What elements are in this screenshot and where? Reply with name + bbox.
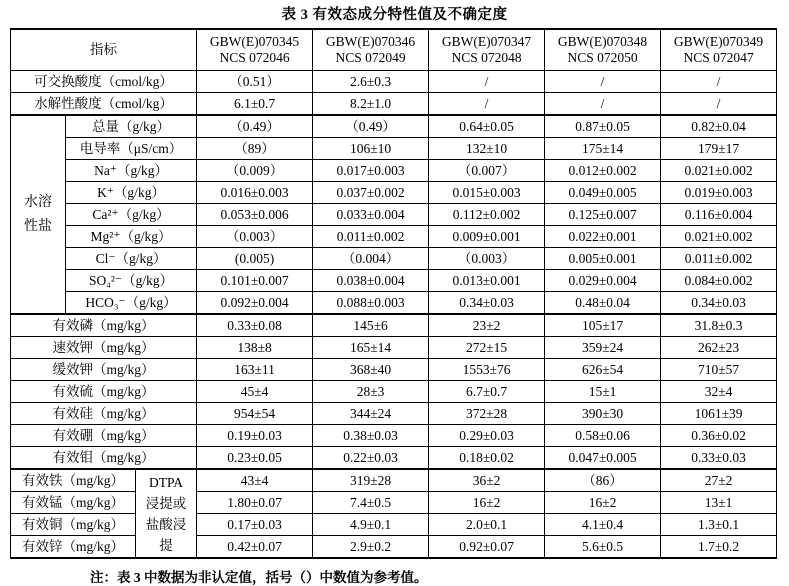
value-cell: 359±24: [545, 337, 661, 359]
value-cell: 0.015±0.003: [429, 182, 545, 204]
value-cell: （0.51）: [197, 71, 313, 93]
value-cell: 0.084±0.002: [661, 270, 777, 292]
gbw-code: GBW(E)070347: [441, 34, 532, 50]
value-cell: 0.34±0.03: [429, 292, 545, 315]
value-cell: 105±17: [545, 314, 661, 337]
table-row: [11, 248, 777, 270]
value-cell: 0.016±0.003: [197, 182, 313, 204]
value-cell: 7.4±0.5: [313, 492, 429, 514]
column-header-sample-4: [545, 29, 661, 71]
table-title: 表 3 有效态成分特性值及不确定度: [281, 7, 508, 23]
value-cell: 626±54: [545, 359, 661, 381]
table-row: [11, 403, 777, 425]
indicator-label: 有效硼（mg/kg）: [11, 425, 197, 447]
indicator-label: 有效磷（mg/kg）: [11, 314, 197, 337]
value-cell: /: [661, 71, 777, 93]
value-cell: 344±24: [313, 403, 429, 425]
value-cell: 319±28: [313, 469, 429, 492]
value-cell: 36±2: [429, 469, 545, 492]
indicator-label: 可交换酸度（cmol/kg）: [11, 71, 197, 93]
water-soluble-salt-group-label: 水溶性盐: [11, 115, 66, 314]
value-cell: 0.42±0.07: [197, 536, 313, 559]
value-cell: 1061±39: [661, 403, 777, 425]
value-cell: 27±2: [661, 469, 777, 492]
value-cell: 0.18±0.02: [429, 447, 545, 470]
value-cell: 16±2: [429, 492, 545, 514]
value-cell: 0.48±0.04: [545, 292, 661, 315]
value-cell: 0.101±0.007: [197, 270, 313, 292]
value-cell: 0.033±0.004: [313, 204, 429, 226]
indicator-label: 缓效钾（mg/kg）: [11, 359, 197, 381]
table-row: [11, 447, 777, 470]
table-row: [11, 270, 777, 292]
value-cell: （86）: [545, 469, 661, 492]
value-cell: 272±15: [429, 337, 545, 359]
data-table: [10, 28, 777, 559]
indicator-label: 有效钼（mg/kg）: [11, 447, 197, 470]
value-cell: /: [545, 93, 661, 116]
ncs-code: NCS 072047: [683, 50, 754, 65]
indicator-label: Cl⁻（g/kg）: [66, 248, 197, 270]
indicator-label: Mg²⁺（g/kg）: [66, 226, 197, 248]
table-row: [11, 381, 777, 403]
value-cell: 1553±76: [429, 359, 545, 381]
table-row: [11, 492, 777, 514]
value-cell: 0.012±0.002: [545, 160, 661, 182]
value-cell: 4.1±0.4: [545, 514, 661, 536]
value-cell: （0.49）: [313, 115, 429, 138]
gbw-code: GBW(E)070348: [557, 34, 648, 50]
extraction-method-group-label: DTPA浸提或盐酸浸提: [136, 469, 197, 558]
value-cell: 368±40: [313, 359, 429, 381]
gbw-code: GBW(E)070349: [673, 34, 764, 50]
table-row: [11, 536, 777, 559]
value-cell: 106±10: [313, 138, 429, 160]
value-cell: 0.33±0.08: [197, 314, 313, 337]
value-cell: 0.029±0.004: [545, 270, 661, 292]
indicator-label: HCO₃⁻（g/kg）: [66, 292, 197, 315]
value-cell: 0.36±0.02: [661, 425, 777, 447]
value-cell: 0.049±0.005: [545, 182, 661, 204]
table-row: [11, 292, 777, 315]
table-row: [11, 182, 777, 204]
value-cell: 0.116±0.004: [661, 204, 777, 226]
value-cell: 1.3±0.1: [661, 514, 777, 536]
value-cell: 4.9±0.1: [313, 514, 429, 536]
ncs-code: NCS 072049: [335, 50, 406, 65]
value-cell: （0.009）: [197, 160, 313, 182]
indicator-label: 有效硫（mg/kg）: [11, 381, 197, 403]
ncs-code: NCS 072048: [451, 50, 522, 65]
table-footnote: 注：表 3 中数据为非认定值，括号（）中数值为参考值。: [90, 570, 428, 585]
value-cell: （89）: [197, 138, 313, 160]
table-row: [11, 71, 777, 93]
value-cell: 1.80±0.07: [197, 492, 313, 514]
value-cell: 28±3: [313, 381, 429, 403]
gbw-code: GBW(E)070346: [325, 34, 416, 50]
value-cell: （0.003）: [429, 248, 545, 270]
value-cell: 0.021±0.002: [661, 226, 777, 248]
value-cell: 6.7±0.7: [429, 381, 545, 403]
value-cell: 1.7±0.2: [661, 536, 777, 559]
indicator-label: 水解性酸度（cmol/kg）: [11, 93, 197, 116]
value-cell: 0.037±0.002: [313, 182, 429, 204]
value-cell: 0.011±0.002: [661, 248, 777, 270]
value-cell: 138±8: [197, 337, 313, 359]
value-cell: 0.017±0.003: [313, 160, 429, 182]
value-cell: 0.009±0.001: [429, 226, 545, 248]
value-cell: 165±14: [313, 337, 429, 359]
indicator-label: 有效锌（mg/kg）: [11, 536, 136, 559]
table-row: [11, 93, 777, 116]
ncs-code: NCS 072046: [219, 50, 290, 65]
value-cell: 0.005±0.001: [545, 248, 661, 270]
indicator-label: 有效铜（mg/kg）: [11, 514, 136, 536]
value-cell: 0.088±0.003: [313, 292, 429, 315]
value-cell: 0.013±0.001: [429, 270, 545, 292]
indicator-label: 速效钾（mg/kg）: [11, 337, 197, 359]
value-cell: 0.58±0.06: [545, 425, 661, 447]
table-row: [11, 337, 777, 359]
value-cell: 954±54: [197, 403, 313, 425]
table-row: [11, 359, 777, 381]
table-row: [11, 204, 777, 226]
column-header-sample-2: [313, 29, 429, 71]
value-cell: 0.29±0.03: [429, 425, 545, 447]
value-cell: 372±28: [429, 403, 545, 425]
gbw-code: GBW(E)070345: [209, 34, 300, 50]
indicator-label: K⁺（g/kg）: [66, 182, 197, 204]
table-row: [11, 314, 777, 337]
value-cell: 45±4: [197, 381, 313, 403]
value-cell: 0.022±0.001: [545, 226, 661, 248]
value-cell: 390±30: [545, 403, 661, 425]
value-cell: 0.38±0.03: [313, 425, 429, 447]
value-cell: 0.64±0.05: [429, 115, 545, 138]
value-cell: 0.82±0.04: [661, 115, 777, 138]
table-row: [11, 115, 777, 138]
value-cell: 5.6±0.5: [545, 536, 661, 559]
table-row: [11, 469, 777, 492]
value-cell: 0.112±0.002: [429, 204, 545, 226]
value-cell: 0.047±0.005: [545, 447, 661, 470]
column-header-sample-1: [197, 29, 313, 71]
value-cell: 16±2: [545, 492, 661, 514]
value-cell: 0.22±0.03: [313, 447, 429, 470]
value-cell: 0.053±0.006: [197, 204, 313, 226]
value-cell: 0.87±0.05: [545, 115, 661, 138]
indicator-label: Ca²⁺（g/kg）: [66, 204, 197, 226]
indicator-label: 电导率（μS/cm）: [66, 138, 197, 160]
value-cell: 2.6±0.3: [313, 71, 429, 93]
column-header-sample-3: [429, 29, 545, 71]
indicator-label: 有效锰（mg/kg）: [11, 492, 136, 514]
value-cell: 13±1: [661, 492, 777, 514]
value-cell: 0.34±0.03: [661, 292, 777, 315]
value-cell: 179±17: [661, 138, 777, 160]
value-cell: 0.019±0.003: [661, 182, 777, 204]
value-cell: 262±23: [661, 337, 777, 359]
value-cell: 2.0±0.1: [429, 514, 545, 536]
ncs-code: NCS 072050: [567, 50, 638, 65]
indicator-label: SO₄²⁻（g/kg）: [66, 270, 197, 292]
value-cell: 0.125±0.007: [545, 204, 661, 226]
value-cell: 0.92±0.07: [429, 536, 545, 559]
value-cell: 8.2±1.0: [313, 93, 429, 116]
value-cell: 15±1: [545, 381, 661, 403]
value-cell: 23±2: [429, 314, 545, 337]
value-cell: 163±11: [197, 359, 313, 381]
value-cell: (0.005): [197, 248, 313, 270]
value-cell: 0.038±0.004: [313, 270, 429, 292]
value-cell: 32±4: [661, 381, 777, 403]
value-cell: /: [545, 71, 661, 93]
column-header-sample-5: [661, 29, 777, 71]
header-row: [11, 29, 777, 71]
value-cell: 145±6: [313, 314, 429, 337]
indicator-label: 有效硅（mg/kg）: [11, 403, 197, 425]
table-row: [11, 425, 777, 447]
indicator-header: 指标: [11, 29, 197, 71]
value-cell: 0.33±0.03: [661, 447, 777, 470]
value-cell: /: [429, 93, 545, 116]
table-row: [11, 138, 777, 160]
value-cell: （0.003）: [197, 226, 313, 248]
value-cell: 710±57: [661, 359, 777, 381]
value-cell: 175±14: [545, 138, 661, 160]
value-cell: （0.007）: [429, 160, 545, 182]
value-cell: （0.004）: [313, 248, 429, 270]
value-cell: （0.49）: [197, 115, 313, 138]
table-row: [11, 226, 777, 248]
indicator-label: Na⁺（g/kg）: [66, 160, 197, 182]
value-cell: 0.011±0.002: [313, 226, 429, 248]
value-cell: 43±4: [197, 469, 313, 492]
value-cell: /: [661, 93, 777, 116]
value-cell: 0.19±0.03: [197, 425, 313, 447]
value-cell: 0.23±0.05: [197, 447, 313, 470]
value-cell: 132±10: [429, 138, 545, 160]
indicator-label: 有效铁（mg/kg）: [11, 469, 136, 492]
value-cell: 0.17±0.03: [197, 514, 313, 536]
indicator-label: 总量（g/kg）: [66, 115, 197, 138]
value-cell: 2.9±0.2: [313, 536, 429, 559]
value-cell: 31.8±0.3: [661, 314, 777, 337]
value-cell: /: [429, 71, 545, 93]
value-cell: 6.1±0.7: [197, 93, 313, 116]
table-row: [11, 514, 777, 536]
value-cell: 0.092±0.004: [197, 292, 313, 315]
value-cell: 0.021±0.002: [661, 160, 777, 182]
table-row: [11, 160, 777, 182]
